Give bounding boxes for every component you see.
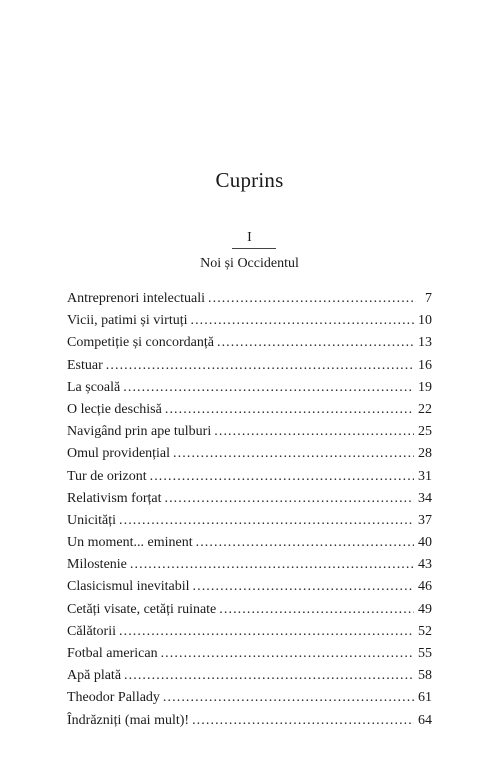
toc-dot-leader xyxy=(214,421,414,443)
table-of-contents xyxy=(67,288,432,732)
toc-entry[interactable] xyxy=(67,599,432,621)
toc-entry-page: 43 xyxy=(418,557,432,573)
toc-entry[interactable] xyxy=(67,576,432,598)
toc-entry[interactable] xyxy=(67,466,432,488)
toc-dot-leader xyxy=(150,466,414,488)
toc-dot-leader xyxy=(217,332,414,354)
toc-entry-page: 16 xyxy=(418,357,432,373)
toc-entry-title: Cetăți visate, cetăți ruinate xyxy=(67,601,217,617)
toc-entry[interactable] xyxy=(67,288,432,310)
toc-dot-leader xyxy=(193,576,415,598)
toc-entry[interactable] xyxy=(67,488,432,510)
toc-entry[interactable] xyxy=(67,310,432,332)
toc-entry-title: Îndrăzniți (mai mult)! xyxy=(67,712,190,728)
part-numeral: I xyxy=(247,230,252,245)
toc-entry[interactable] xyxy=(67,710,432,732)
toc-entry-page: 10 xyxy=(418,313,432,329)
toc-entry[interactable] xyxy=(67,665,432,687)
toc-entry-page: 58 xyxy=(418,668,432,684)
toc-dot-leader xyxy=(173,443,414,465)
toc-entry-title: Clasicismul inevitabil xyxy=(67,579,190,595)
part-title: Noi și Occidentul xyxy=(200,256,299,271)
toc-entry-page: 31 xyxy=(418,468,432,484)
toc-dot-leader xyxy=(161,643,414,665)
toc-entry[interactable] xyxy=(67,377,432,399)
toc-entry-title: Omul providențial xyxy=(67,446,171,462)
toc-entry-page: 13 xyxy=(418,335,432,351)
toc-entry-page: 34 xyxy=(418,490,432,506)
toc-entry-title: Navigând prin ape tulburi xyxy=(67,424,212,440)
toc-entry[interactable] xyxy=(67,554,432,576)
toc-entry-page: 52 xyxy=(418,623,432,639)
toc-entry-title: Un moment... eminent xyxy=(67,535,193,551)
toc-dot-leader xyxy=(196,532,414,554)
toc-entry[interactable] xyxy=(67,355,432,377)
page-title: Cuprins xyxy=(215,168,284,192)
toc-entry-page: 46 xyxy=(418,579,432,595)
part-divider xyxy=(232,248,276,249)
toc-entry-page: 55 xyxy=(418,646,432,661)
toc-dot-leader xyxy=(219,599,414,621)
toc-entry-page: 37 xyxy=(418,512,432,528)
toc-entry-page: 25 xyxy=(418,424,432,440)
toc-entry[interactable] xyxy=(67,399,432,421)
toc-dot-leader xyxy=(130,554,414,576)
toc-dot-leader xyxy=(119,510,414,532)
toc-entry-title: Fotbal american xyxy=(67,646,158,661)
toc-entry-title: O lecție deschisă xyxy=(67,401,162,417)
toc-entry-page: 7 xyxy=(425,291,432,306)
toc-dot-leader xyxy=(190,310,414,332)
toc-entry[interactable] xyxy=(67,621,432,643)
toc-entry-page: 22 xyxy=(418,401,432,417)
toc-entry-page: 49 xyxy=(418,601,432,617)
toc-entry-title: Estuar xyxy=(67,357,103,373)
toc-entry[interactable] xyxy=(67,687,432,709)
toc-dot-leader xyxy=(123,377,414,399)
toc-entry-page: 19 xyxy=(418,379,432,395)
toc-entry-title: Tur de orizont xyxy=(67,468,147,484)
toc-dot-leader xyxy=(164,488,414,510)
toc-entry[interactable] xyxy=(67,443,432,465)
toc-entry-title: Apă plată xyxy=(67,668,122,684)
toc-dot-leader xyxy=(163,687,414,709)
toc-entry-title: Antreprenori intelectuali xyxy=(67,291,205,306)
toc-entry-page: 64 xyxy=(418,712,432,728)
toc-entry-title: Milostenie xyxy=(67,557,127,573)
toc-entry-title: Unicități xyxy=(67,512,116,528)
toc-dot-leader xyxy=(208,288,416,310)
toc-dot-leader xyxy=(165,399,414,421)
toc-entry-page: 40 xyxy=(418,535,432,551)
toc-entry[interactable] xyxy=(67,643,432,665)
toc-entry-page: 61 xyxy=(418,690,432,706)
toc-entry-title: Vicii, patimi și virtuți xyxy=(67,313,188,329)
toc-dot-leader xyxy=(106,355,414,377)
toc-entry-title: Competiție și concordanță xyxy=(67,335,214,351)
toc-dot-leader xyxy=(124,665,414,687)
toc-entry-title: Relativism forțat xyxy=(67,490,162,506)
toc-entry[interactable] xyxy=(67,532,432,554)
toc-entry-title: Călătorii xyxy=(67,623,116,639)
toc-dot-leader xyxy=(119,621,414,643)
toc-entry[interactable] xyxy=(67,332,432,354)
toc-entry-title: La școală xyxy=(67,379,121,395)
toc-dot-leader xyxy=(192,710,414,732)
toc-entry[interactable] xyxy=(67,510,432,532)
toc-entry[interactable] xyxy=(67,421,432,443)
toc-entry-title: Theodor Pallady xyxy=(67,690,160,706)
toc-entry-page: 28 xyxy=(418,446,432,462)
